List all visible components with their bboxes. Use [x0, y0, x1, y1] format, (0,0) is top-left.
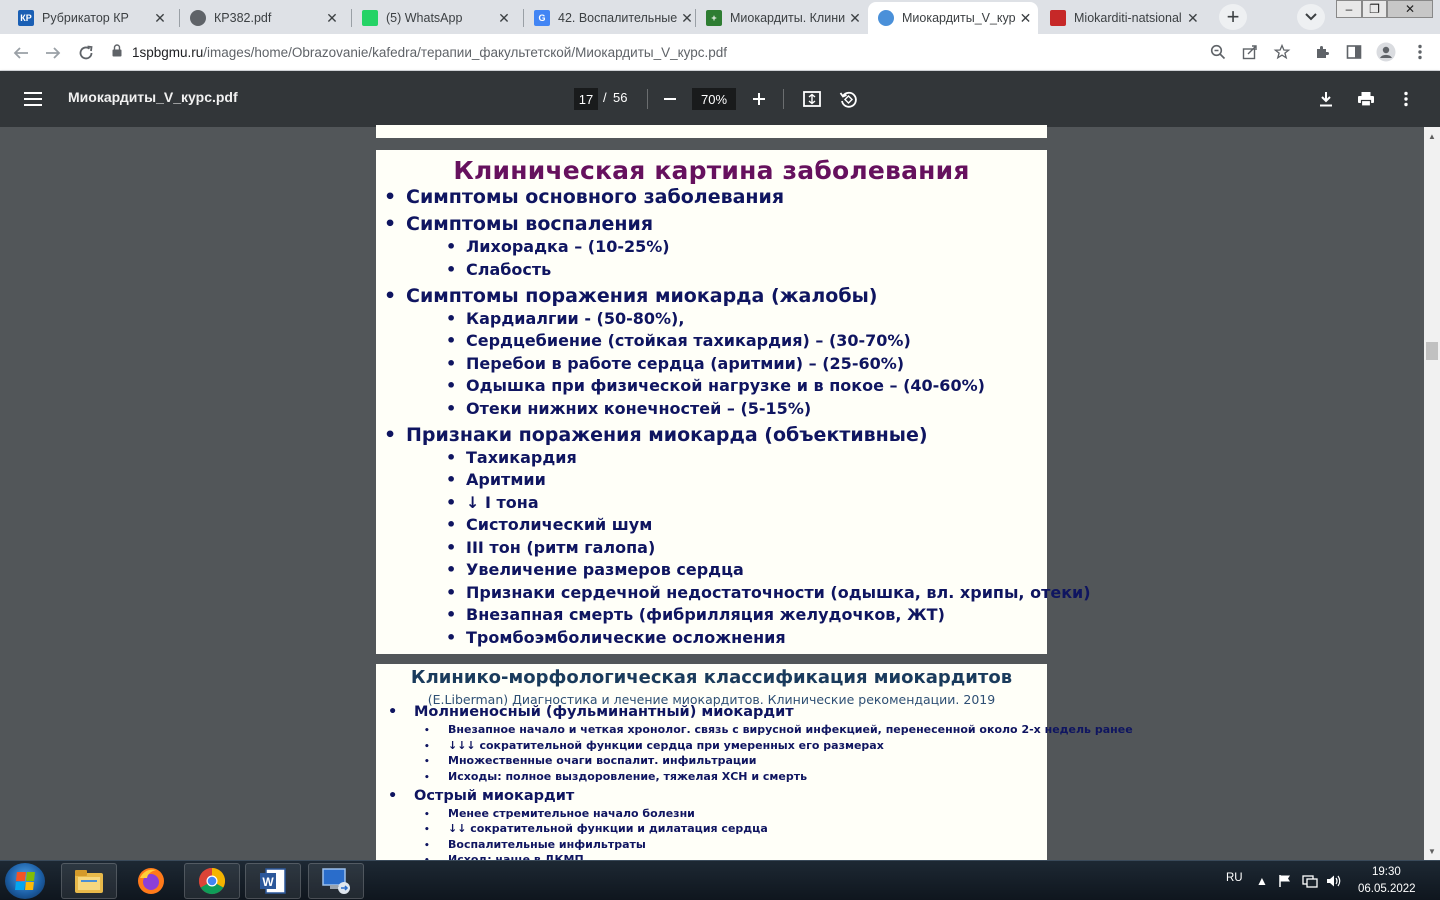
- bullet-text: Увеличение размеров сердца: [466, 560, 744, 579]
- page-number-input[interactable]: 17: [574, 88, 598, 110]
- sub-bullet-item: [446, 493, 539, 512]
- bullet-text: Молниеносный (фульминантный) миокардит: [414, 704, 794, 720]
- sub-bullet-item: [424, 770, 807, 783]
- bullet-marker: •: [384, 186, 397, 208]
- bullet-text: Признаки сердечной недостаточности (одышка, вл. хрипы, отеки): [466, 582, 1091, 602]
- show-hidden-icons-icon[interactable]: ▲: [1256, 874, 1268, 888]
- browser-toolbar: [0, 34, 1440, 71]
- bullet-marker: •: [446, 582, 457, 602]
- forward-arrow-icon: [45, 45, 61, 61]
- close-icon[interactable]: ✕: [1019, 9, 1032, 26]
- sub-bullet-item: [446, 628, 786, 647]
- tab-separator: [695, 9, 696, 27]
- reload-icon: [78, 45, 94, 61]
- bullet-marker: •: [446, 447, 457, 467]
- browser-tab[interactable]: [352, 2, 522, 34]
- tab-separator: [351, 9, 352, 27]
- rotate-icon: [839, 90, 857, 108]
- sub-bullet-item: [424, 822, 768, 835]
- browser-tab[interactable]: [1040, 2, 1210, 34]
- chrome-icon[interactable]: [184, 863, 240, 899]
- tab-title: Миокардиты. Клини: [730, 11, 846, 25]
- medical-cross-favicon: +: [706, 10, 722, 26]
- bullet-marker: •: [446, 331, 457, 350]
- bullet-marker: •: [446, 398, 457, 418]
- previous-page-fragment: [376, 125, 1047, 138]
- print-button[interactable]: [1352, 85, 1380, 113]
- reload-button[interactable]: [73, 40, 99, 66]
- tab-title: Рубрикатор КР: [42, 11, 129, 25]
- bullet-marker: •: [424, 772, 430, 783]
- fit-to-page-button[interactable]: [798, 85, 826, 113]
- toolbar-divider: [647, 89, 648, 109]
- zoom-level-input[interactable]: 70%: [692, 88, 736, 110]
- fit-page-icon: [803, 91, 821, 107]
- close-icon[interactable]: ✕: [681, 9, 693, 26]
- vertical-scrollbar[interactable]: [1424, 127, 1440, 860]
- extensions-puzzle-icon[interactable]: [1312, 42, 1332, 62]
- bullet-text: ↓↓↓ сократительной функции сердца при умеренных его размерах: [448, 738, 884, 752]
- bullet-marker: •: [384, 213, 397, 235]
- clock-time[interactable]: 19:30: [1372, 866, 1401, 878]
- bullet-marker: •: [446, 627, 457, 647]
- bullet-marker: •: [388, 787, 398, 804]
- forward-button[interactable]: [40, 40, 66, 66]
- bullet-text: Тромбоэмболические осложнения: [466, 627, 786, 647]
- bullet-marker: •: [446, 560, 457, 579]
- bullet-item: [388, 788, 574, 804]
- bullet-text: Слабость: [466, 259, 552, 279]
- tab-title: Miokarditi-natsional: [1074, 11, 1182, 25]
- bullet-text: Симптомы воспаления: [406, 213, 654, 235]
- browser-menu-icon[interactable]: [1410, 42, 1430, 62]
- close-icon[interactable]: ✕: [498, 9, 510, 26]
- browser-tab-strip: [0, 0, 1440, 34]
- globe-favicon: [878, 10, 894, 26]
- remote-desktop-icon[interactable]: [308, 863, 364, 899]
- bullet-text: Систолический шум: [466, 515, 653, 534]
- windows-logo-icon: [15, 872, 35, 890]
- lock-icon: [112, 44, 122, 60]
- clock-date[interactable]: 06.05.2022: [1358, 883, 1416, 895]
- bookmark-star-icon[interactable]: [1272, 42, 1292, 62]
- back-arrow-icon: [13, 45, 29, 61]
- bullet-item: [384, 186, 784, 208]
- browser-tab[interactable]: [696, 2, 866, 34]
- minus-icon: [663, 92, 677, 106]
- sub-bullet-item: [446, 331, 911, 350]
- network-icon[interactable]: [1302, 874, 1318, 891]
- tab-title: (5) WhatsApp: [386, 11, 463, 25]
- profile-avatar-icon[interactable]: [1376, 42, 1396, 62]
- bullet-text: Множественные очаги воспалит. инфильтрации: [448, 754, 757, 767]
- side-panel-icon[interactable]: [1344, 42, 1364, 62]
- total-pages: 56: [613, 90, 628, 105]
- address-bar[interactable]: [112, 38, 1302, 66]
- url-path: /images/home/Obrazovanie/kafedra/терапии_факультетской/Миокардиты_V_курс.pdf: [203, 44, 728, 60]
- bullet-text: Симптомы основного заболевания: [406, 186, 785, 208]
- bullet-marker: •: [446, 605, 457, 624]
- bullet-marker: •: [424, 840, 430, 851]
- pdf-page-slide-classification: [376, 664, 1133, 874]
- bullet-text: Аритмии: [466, 470, 546, 489]
- page-separator: /: [603, 90, 607, 105]
- google-favicon: G: [534, 10, 550, 26]
- bullet-marker: •: [446, 492, 457, 512]
- bullet-text: Внезапная смерть (фибрилляция желудочков, ЖТ): [466, 605, 945, 624]
- bullet-text: Исходы: полное выздоровление, тяжелая ХСН и смерть: [448, 769, 808, 783]
- zoom-in-button[interactable]: [745, 85, 773, 113]
- slide-title: Клинико-морфологическая классификация миокардитов: [410, 667, 1013, 688]
- chevron-down-icon: [1305, 13, 1317, 21]
- toolbar-divider: [783, 89, 784, 109]
- sub-bullet-item: [446, 260, 551, 279]
- start-button[interactable]: [5, 863, 45, 899]
- kr-favicon: КР: [18, 10, 34, 26]
- download-button[interactable]: [1312, 85, 1340, 113]
- word-icon[interactable]: [245, 863, 301, 899]
- bullet-text: Острый миокардит: [414, 787, 575, 804]
- browser-tab[interactable]: [8, 2, 178, 34]
- bullet-text: Лихорадка – (10-25%): [466, 237, 670, 256]
- scrollbar-thumb[interactable]: [1426, 342, 1438, 360]
- sub-bullet-item: [446, 309, 684, 328]
- pdf-favicon: [1050, 10, 1066, 26]
- pdf-sidebar-menu-icon[interactable]: [24, 88, 42, 110]
- windows-taskbar: [0, 860, 1440, 900]
- sub-bullet-item: [446, 448, 577, 467]
- bullet-text: Признаки поражения миокарда (объективные): [406, 423, 928, 446]
- rotate-button[interactable]: [834, 85, 862, 113]
- bullet-marker: •: [446, 470, 457, 489]
- sub-bullet-item: [424, 739, 884, 752]
- bullet-marker: •: [424, 825, 430, 835]
- share-icon[interactable]: [1240, 42, 1260, 62]
- browser-tab[interactable]: [180, 2, 350, 34]
- sub-bullet-item: [424, 754, 756, 767]
- close-icon[interactable]: ✕: [326, 9, 338, 26]
- bullet-text: III тон (ритм галопа): [466, 537, 656, 557]
- close-icon[interactable]: ✕: [154, 9, 166, 26]
- tab-title: Миокардиты_V_кур: [902, 11, 1016, 25]
- bullet-marker: •: [446, 237, 457, 256]
- bullet-marker: •: [384, 284, 397, 307]
- bullet-text: ↓ I тона: [466, 492, 539, 512]
- pdf-more-options-button[interactable]: [1392, 85, 1420, 113]
- bullet-marker: •: [424, 741, 430, 752]
- tab-search-button[interactable]: [1297, 4, 1325, 30]
- file-explorer-icon[interactable]: [61, 863, 117, 899]
- close-window-button[interactable]: ✕: [1387, 0, 1433, 18]
- restore-window-button[interactable]: ❐: [1362, 0, 1387, 18]
- zoom-out-button[interactable]: [656, 85, 684, 113]
- sub-bullet-item: [446, 470, 546, 489]
- bullet-text: Кардиалгии - (50-80%),: [466, 308, 685, 328]
- bullet-marker: •: [446, 537, 457, 557]
- tab-separator: [523, 9, 524, 27]
- pdf-page-slide-clinical-picture: [376, 150, 1091, 654]
- bullet-text: Тахикардия: [466, 447, 577, 467]
- bullet-text: Отеки нижних конечностей – (5-15%): [466, 398, 812, 418]
- svg-text:W: W: [262, 875, 274, 889]
- sub-bullet-item: [446, 354, 904, 373]
- bullet-marker: •: [384, 423, 397, 446]
- scroll-up-arrow-icon[interactable]: ▲: [1428, 131, 1436, 141]
- bullet-text: Симптомы поражения миокарда (жалобы): [406, 284, 878, 307]
- bullet-text: Воспалительные инфильтраты: [448, 837, 646, 851]
- browser-tab[interactable]: [868, 2, 1038, 34]
- bullet-marker: •: [424, 726, 430, 736]
- sub-bullet-item: [446, 237, 670, 256]
- sub-bullet-item: [446, 376, 985, 395]
- bullet-marker: •: [388, 704, 398, 720]
- new-tab-button[interactable]: +: [1219, 4, 1247, 30]
- sub-bullet-item: [446, 583, 1091, 602]
- globe-favicon: [190, 10, 206, 26]
- bullet-text: Одышка при физической нагрузке и в покое – (40-60%): [466, 376, 985, 395]
- bullet-marker: •: [446, 259, 457, 279]
- pdf-viewer-toolbar: [0, 71, 1440, 127]
- minimize-window-button[interactable]: –: [1336, 0, 1362, 18]
- bullet-text: Внезапное начало и четкая хронолог. связь с вирусной инфекцией, перенесенной около 2-х недель ранее: [448, 723, 1133, 736]
- more-vertical-icon: [1404, 91, 1408, 107]
- scroll-down-arrow-icon[interactable]: ▼: [1428, 846, 1436, 856]
- bullet-item: [384, 424, 928, 446]
- sub-bullet-item: [424, 838, 646, 851]
- bullet-marker: •: [446, 353, 457, 373]
- pdf-file-name: Миокардиты_V_курс.pdf: [68, 89, 238, 105]
- printer-icon: [1357, 91, 1375, 107]
- bullet-marker: •: [446, 376, 457, 395]
- sub-bullet-item: [424, 807, 695, 820]
- pdf-document-area[interactable]: [0, 127, 1424, 860]
- bullet-text: ↓↓ сократительной функции и дилатация сердца: [448, 822, 768, 835]
- plus-icon: [752, 92, 766, 106]
- download-icon: [1318, 91, 1334, 107]
- close-icon[interactable]: ✕: [849, 9, 861, 26]
- firefox-icon[interactable]: [123, 863, 179, 899]
- bullet-text: Менее стремительное начало болезни: [448, 806, 695, 820]
- bullet-marker: •: [424, 809, 430, 820]
- tab-separator: [179, 9, 180, 27]
- sub-bullet-item: [446, 560, 744, 579]
- bullet-text: Сердцебиение (стойкая тахикардия) – (30-70%): [466, 331, 911, 350]
- bullet-item: [384, 285, 877, 307]
- slide-subtitle: (E.Liberman) Диагностика и лечение миокардитов. Клинические рекомендации. 2019: [427, 692, 996, 707]
- action-center-flag-icon[interactable]: [1278, 874, 1292, 891]
- close-icon[interactable]: ✕: [1186, 9, 1199, 26]
- sub-bullet-item: [446, 605, 945, 624]
- zoom-icon[interactable]: [1208, 42, 1228, 62]
- slide-title: Клиническая картина заболевания: [453, 156, 970, 185]
- back-button[interactable]: [8, 40, 34, 66]
- tab-title: 42. Воспалительные: [558, 11, 678, 25]
- sub-bullet-item: [446, 399, 811, 418]
- bullet-marker: •: [424, 757, 430, 767]
- whatsapp-favicon: [362, 10, 378, 26]
- sub-bullet-item: [446, 538, 655, 557]
- sub-bullet-item: [446, 515, 652, 534]
- browser-tab[interactable]: [524, 2, 694, 34]
- volume-icon[interactable]: [1326, 874, 1342, 891]
- bullet-item: [384, 213, 653, 235]
- tab-title: КР382.pdf: [214, 11, 272, 25]
- bullet-text: Перебои в работе сердца (аритмии) – (25-60%): [466, 353, 905, 373]
- bullet-marker: •: [446, 515, 457, 534]
- sub-bullet-item: [424, 723, 1133, 736]
- bullet-marker: •: [446, 308, 457, 328]
- language-indicator[interactable]: RU: [1226, 872, 1243, 884]
- bullet-item: [388, 704, 794, 720]
- url-host: 1spbgmu.ru: [132, 44, 204, 60]
